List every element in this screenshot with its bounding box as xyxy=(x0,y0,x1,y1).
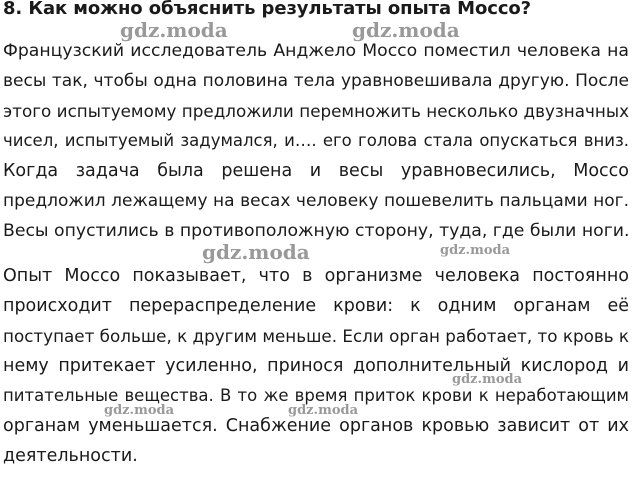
text-line: весы так, чтобы одна половина тела уравновешивала другую. После xyxy=(3,71,629,91)
text-line: деятельности. xyxy=(3,446,138,466)
text-line: происходит перераспределение крови: к одним органам её xyxy=(3,296,629,316)
question-title: 8. Как можно объяснить результаты опыта Моссо? xyxy=(3,0,532,19)
text-line: органам уменьшается. Снабжение органов кровью зависит от их xyxy=(3,416,629,436)
watermark: gdz.moda xyxy=(288,403,359,418)
text-line: нему притекает усиленно, принося дополнительный кислород и xyxy=(3,356,629,376)
watermark: gdz.moda xyxy=(440,243,511,258)
watermark: gdz.moda xyxy=(202,240,310,264)
watermark: gdz.moda xyxy=(352,18,460,42)
watermark: gdz.moda xyxy=(452,372,523,387)
text-line: этого испытуемому предложили перемножить несколько двузначных xyxy=(3,101,629,121)
watermark: gdz.moda xyxy=(104,403,175,418)
text-line: поступает больше, к другим меньше. Если орган работает, то кровь к xyxy=(3,326,630,346)
watermark: gdz.moda xyxy=(120,18,228,42)
text-line: питательные вещества. В то же время приток крови к неработающим xyxy=(3,386,629,405)
text-line: Когда задача была решена и весы уравновесились, Моссо xyxy=(3,161,629,181)
text-line: Весы опустились в противоположную сторону, туда, где были ноги. xyxy=(3,221,630,241)
text-line: Французский исследователь Анджело Моссо поместил человека на xyxy=(3,41,629,61)
text-line: чисел, испытуемый задумался, и…. его голова стала опускаться вниз. xyxy=(3,131,629,150)
text-line: предложил лежащему на весах человеку пошевелить пальцами ног. xyxy=(3,191,629,211)
text-line: Опыт Моссо показывает, что в организме человека постоянно xyxy=(3,266,629,286)
